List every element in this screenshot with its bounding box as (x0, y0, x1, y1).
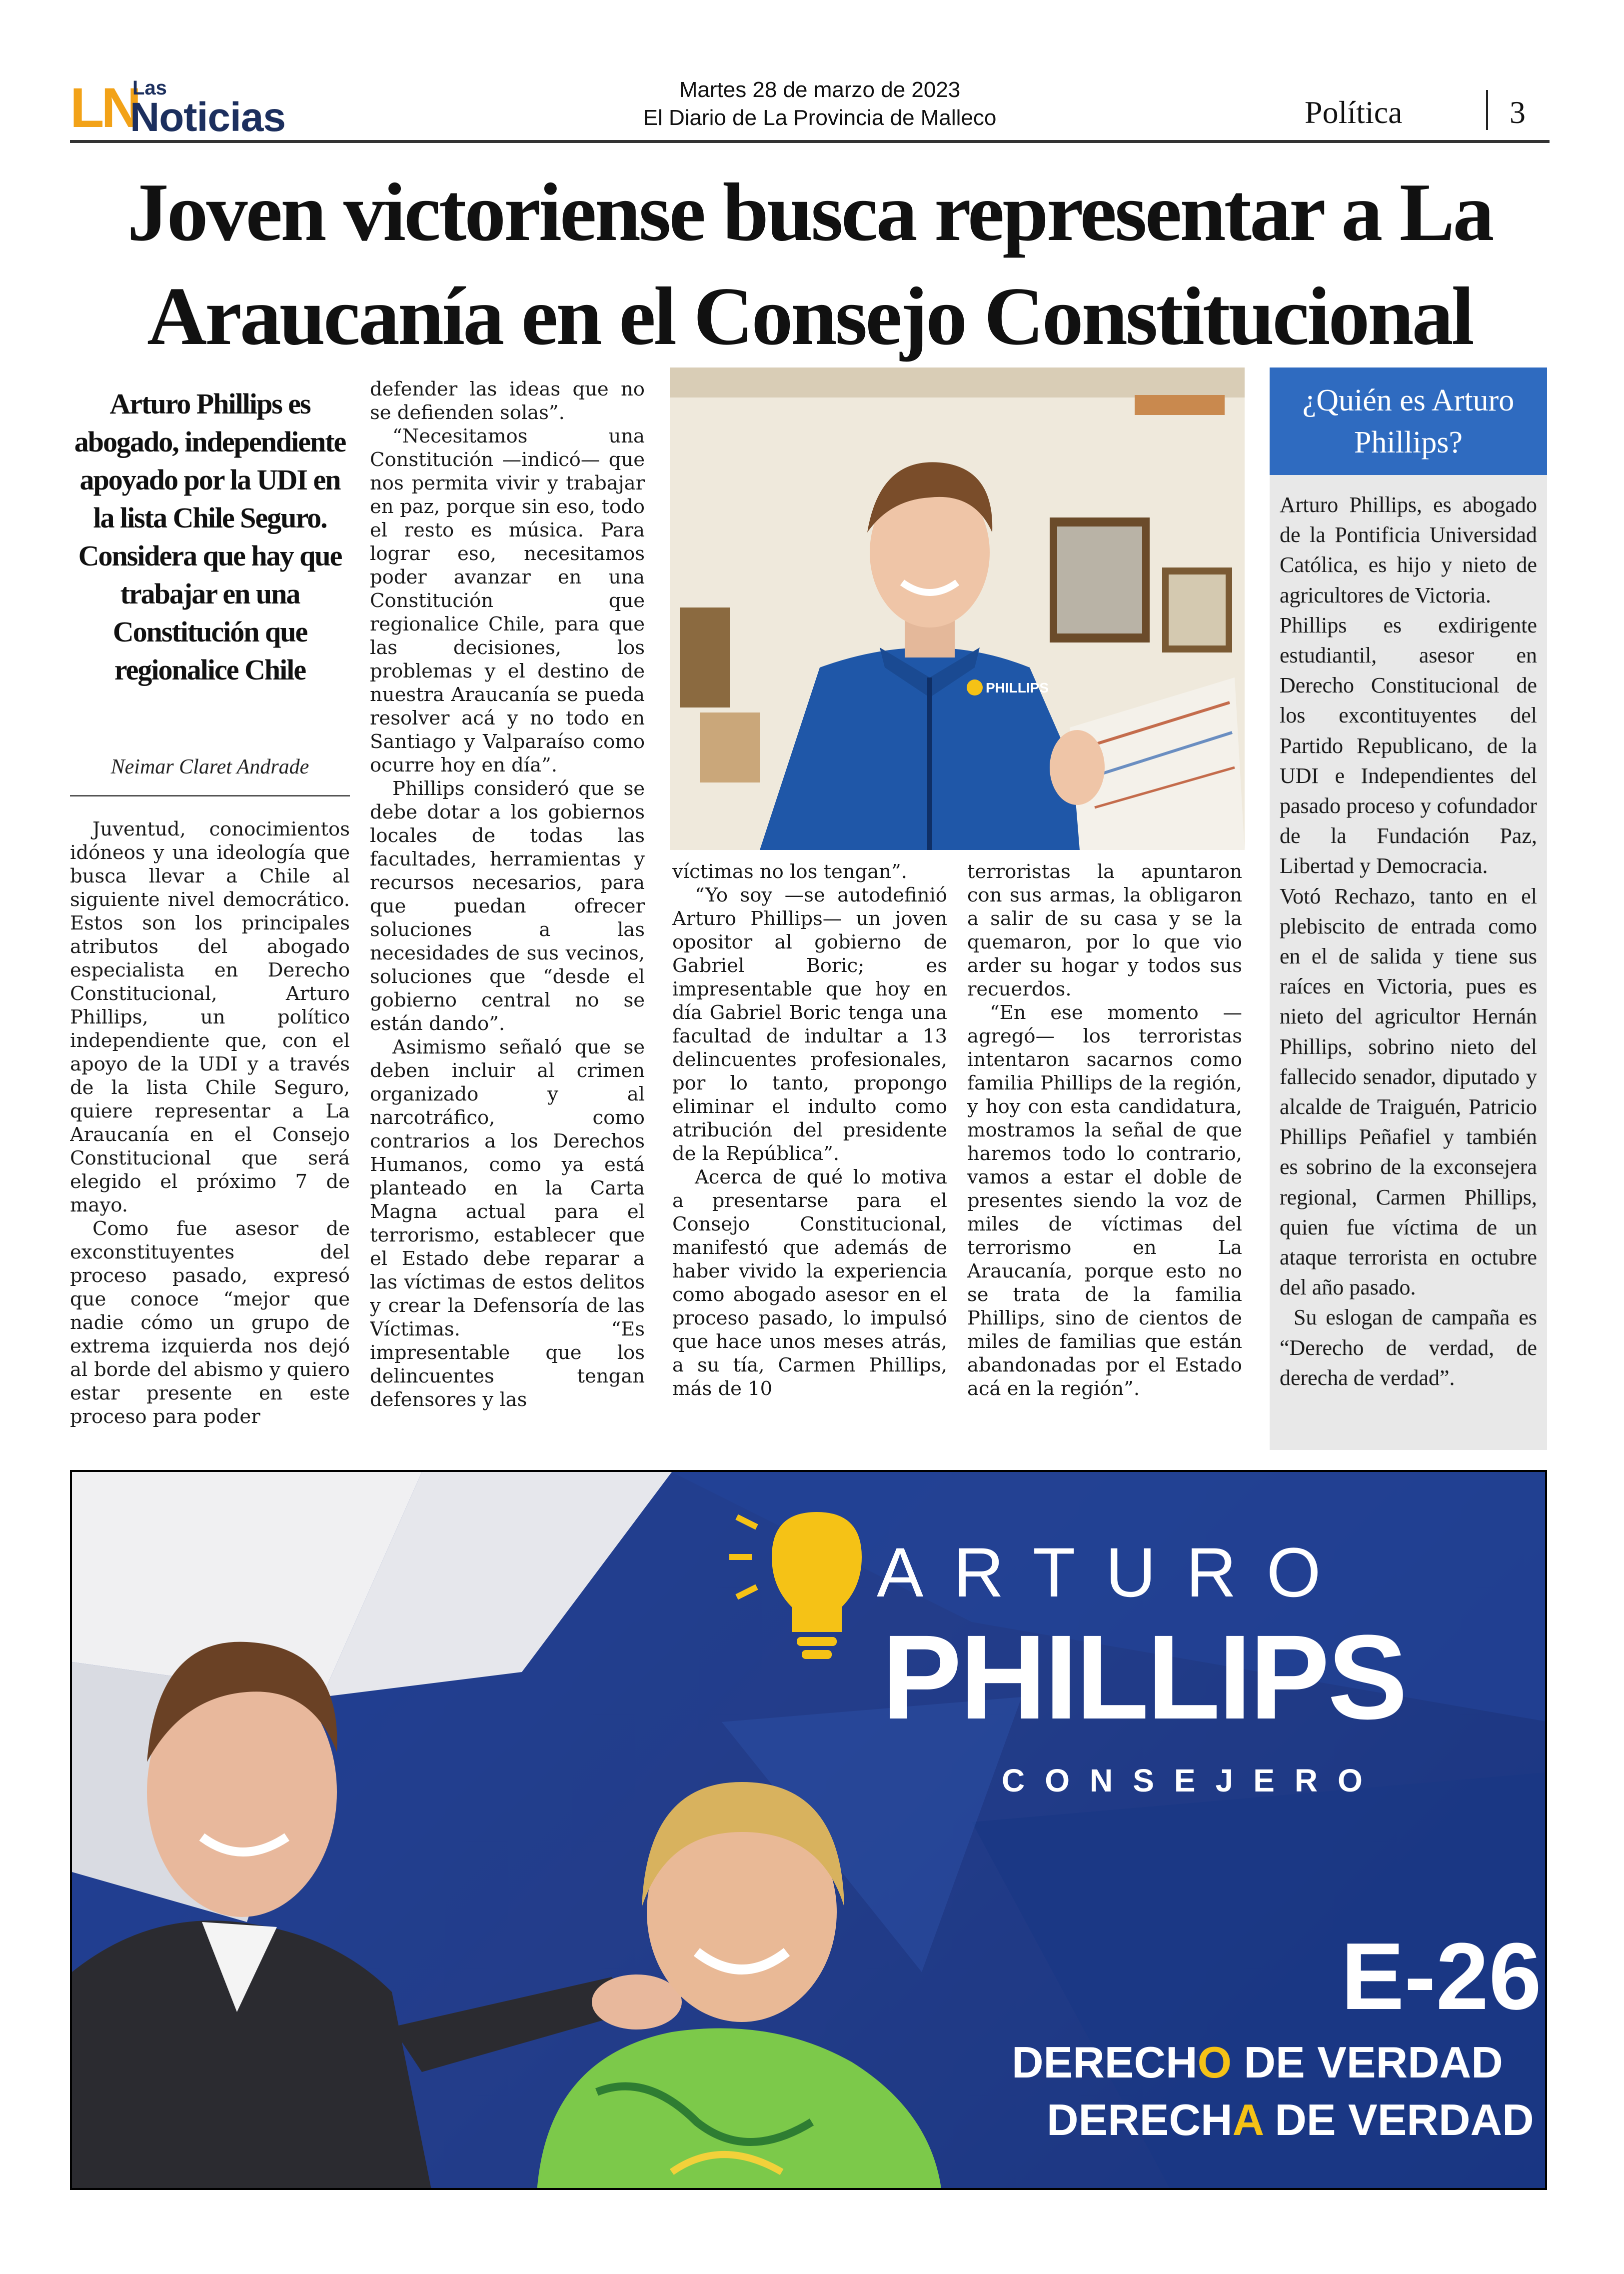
section-name: Política (1305, 94, 1403, 130)
jacket-logo-text: PHILLIPS (986, 680, 1049, 696)
paragraph: Phillips consideró que se debe dotar a los gobiernos locales de todas las facultades, herramientas y recursos necesarios, para que puedan ofrecer soluciones a las necesidades de sus vecinos, soluciones que “desde el gobierno central no se están dando”. (370, 778, 645, 1035)
paragraph: defender las ideas que no se defienden solas”. (370, 378, 645, 424)
paragraph: Juventud, conocimientos idóneos y una ideología que busca llevar a Chile al siguiente nivel democrático. Estos son los principales atributos del abogado especialista en Derecho Constitucional, Arturo Phillips, un político independiente que, con el apoyo de la UDI y a través de la lista Chile Seguro, quiere representar a La Araucanía en el Consejo Constitucional que será elegido el próximo 7 de mayo. (70, 818, 350, 1216)
photo-illustration (670, 368, 1245, 850)
header-rule (70, 140, 1550, 143)
sidebar-title: ¿Quién es Arturo Phillips? (1270, 368, 1547, 475)
sidebar-text (1280, 490, 1537, 1393)
newspaper-logo (70, 74, 290, 139)
ballot-number: E-26 (1341, 1924, 1542, 2030)
headline-line-1: Joven victoriense busca representar a La (127, 166, 1493, 258)
ad-role: CONSEJERO (1002, 1762, 1383, 1798)
article-photo (670, 368, 1245, 850)
header-divider (1486, 90, 1488, 130)
newspaper-name: El Diario de La Provincia de Malleco (643, 106, 997, 130)
sidebar-paragraph: Arturo Phillips, es abogado de la Pontificia Universidad Católica, es hijo y nieto de agricultores de Victoria. (1280, 492, 1537, 608)
paragraph: Asimismo señaló que se deben incluir al crimen organizado y al narcotráfico, como contrarios a los Derechos Humanos, como ya está planteado en la Carta Magna actual para el terrorismo, establecer que el Estado debe reparar a las víctimas de estos delitos y crear la Defensoría de las Víctimas. “Es impresentable que los delincuentes tengan defensores y las (370, 1036, 645, 1411)
logo-small-text: Las (132, 77, 167, 99)
paragraph: terroristas la apuntaron con sus armas, la obligaron a salir de su casa y se la quemaron, por lo que vio arder su hogar y todos sus recuerdos. (967, 860, 1242, 1000)
ad-slogan-line-2 (1047, 2094, 1534, 2146)
article-lead: Arturo Phillips es abogado, independiente apoyado por la UDI en la lista Chile Seguro. Considera que hay que trabajar en una Constitución que regionalice Chile (74, 388, 346, 686)
byline: Neimar Claret Andrade (110, 756, 309, 778)
sidebar-paragraph: Phillips es exdirigente estudiantil, asesor en Derecho Constitucional de los excontituyentes del Partido Republicano, de la UDI e Independientes del pasado proceso y cofundador de la Fundación Paz, Libertad y Democracia. (1280, 612, 1537, 878)
ad-slogan-line-1 (1012, 2037, 1503, 2088)
logo-main-text: Noticias (130, 94, 285, 140)
slogan-text: DE VERDAD (1232, 2038, 1503, 2087)
headline (70, 160, 1550, 368)
ad-first-name: ARTURO (877, 1533, 1351, 1612)
campaign-advertisement (70, 1470, 1547, 2190)
article-column-4 (967, 860, 1242, 1452)
slogan-text: DERECH (1012, 2038, 1198, 2087)
sidebar-paragraph: Su eslogan de campaña es “Derecho de verdad, de derecha de verdad”. (1280, 1305, 1537, 1390)
headline-line-2: Araucanía en el Consejo Constitucional (147, 270, 1473, 362)
article-column-1 (70, 818, 350, 1452)
slogan-text: DE VERDAD (1262, 2095, 1534, 2144)
slogan-text: DERECH (1047, 2095, 1233, 2144)
slogan-accent: A (1232, 2095, 1263, 2144)
page-number: 3 (1510, 94, 1526, 130)
paragraph: Acerca de qué lo motiva a presentarse para el Consejo Constitucional, manifestó que además de haber vivido la experiencia como abogado asesor en el proceso pasado, lo impulsó que hace unos meses atrás, a su tía, Carmen Phillips, más de 10 (672, 1166, 947, 1400)
issue-date: Martes 28 de marzo de 2023 (679, 78, 961, 102)
paragraph: Como fue asesor de exconstituyentes del proceso pasado, expresó que conoce “mejor que nadie cómo un grupo de extrema izquierda nos dejó al borde del abismo y quiero estar presente en este proceso para poder (70, 1218, 350, 1428)
slogan-accent: O (1197, 2038, 1232, 2087)
paragraph: “Yo soy —se autodefinió Arturo Phillips— un joven opositor al gobierno de Gabriel Boric; es impresentable que hoy en día Gabriel Boric tenga una facultad de indultar a 13 delincuentes profesionales, por lo tanto, propongo eliminar el indulto como atribución del presidente de la República”. (672, 884, 947, 1165)
article-column-3 (672, 860, 947, 1452)
masthead-info (550, 76, 1090, 132)
paragraph: víctimas no los tengan”. (672, 860, 907, 883)
sidebar-paragraph: Votó Rechazo, tanto en el plebiscito de entrada como en el de salida y tiene sus raíces en Victoria, pues es nieto del agricultor Hernán Phillips, sobrino nieto del fallecido senador, diputado y alcalde de Traiguén, Patricio Phillips Peñafiel y también es sobrino de la exconsejera regional, Carmen Phillips, quien fue víctima de un ataque terrorista en octubre del año pasado. (1280, 884, 1537, 1300)
logo-mark: LN (70, 76, 139, 139)
byline-rule (70, 795, 350, 796)
ad-last-name: PHILLIPS (882, 1610, 1406, 1744)
paragraph: “En ese momento —agregó— los terroristas intentaron sacarnos como familia Phillips de la región, y hoy con esta candidatura, mostramos la señal de que haremos todo lo contrario, vamos a estar el doble de presentes siendo la voz de miles de víctimas del terrorismo en La Araucanía, porque esto no se trata de la familia Phillips, sino de cientos de miles de familias que están abandonadas por el Estado acá en la región”. (967, 1002, 1242, 1400)
article-column-2 (370, 378, 645, 1452)
paragraph: “Necesitamos una Constitución —indicó— que nos permita vivir y trabajar en paz, porque sin eso, todo el resto es música. Para lograr eso, necesitamos poder avanzar en una Constitución que regionalice Chile, para que las decisiones, los problemas y el destino de nuestra Araucanía se pueda resolver acá y no todo en Santiago y Valparaíso como ocurre hoy en día”. (370, 425, 645, 776)
